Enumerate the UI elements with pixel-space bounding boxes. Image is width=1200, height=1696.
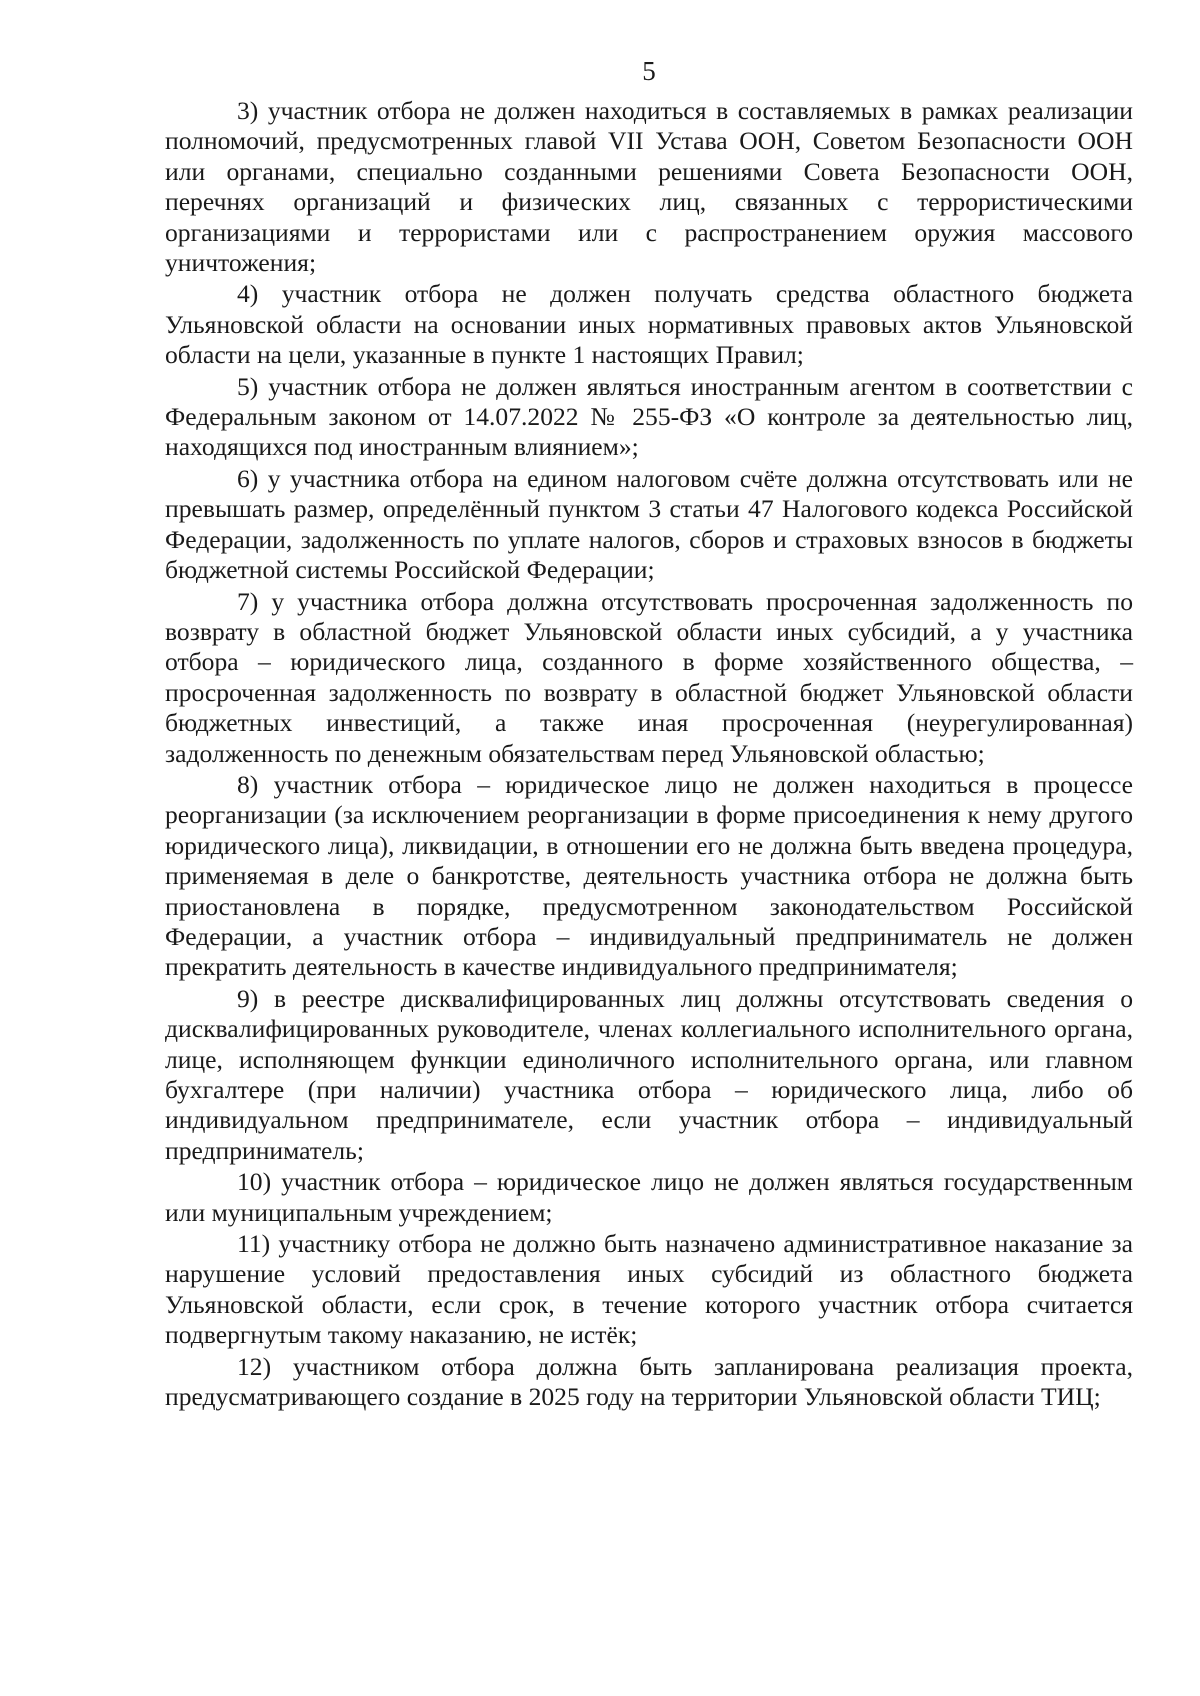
- clause-3: 3) участник отбора не должен находиться в составляемых в рамках реализации полномочий, предусмотренных главой VII Устава ООН, Советом Безопасности ООН или органами, специально созданными решениями Совета Безопасности ООН, перечнях организаций и физических лиц, связанных с террористическими организациями и террористами или с распространением оружия массового уничтожения;: [165, 96, 1133, 278]
- clause-7: 7) у участника отбора должна отсутствовать просроченная задолженность по возврату в областной бюджет Ульяновской области иных субсидий, а у участника отбора – юридического лица, созданного в форме хозяйственного общества, – просроченная задолженность по возврату в областной бюджет Ульяновской области бюджетных инвестиций, а также иная просроченная (неурегулированная) задолженность по денежным обязательствам перед Ульяновской областью;: [165, 586, 1133, 768]
- clause-5: 5) участник отбора не должен являться иностранным агентом в соответствии с Федеральным законом от 14.07.2022 № 255-ФЗ «О контроле за деятельностью лиц, находящихся под иностранным влиянием»;: [165, 371, 1133, 462]
- clause-4: 4) участник отбора не должен получать средства областного бюджета Ульяновской области на основании иных нормативных правовых актов Ульяновской области на цели, указанные в пункте 1 настоящих Правил;: [165, 279, 1133, 370]
- clause-8: 8) участник отбора – юридическое лицо не должен находиться в процессе реорганизации (за исключением реорганизации в форме присоединения к нему другого юридического лица), ликвидации, в отношении его не должна быть введена процедура, применяемая в деле о банкротстве, деятельность участника отбора не должна быть приостановлена в порядке, предусмотренном законодательством Российской Федерации, а участник отбора – индивидуальный предприниматель не должен прекратить деятельность в качестве индивидуального предпринимателя;: [165, 769, 1133, 982]
- clause-10: 10) участник отбора – юридическое лицо не должен являться государственным или муниципальным учреждением;: [165, 1167, 1133, 1227]
- clause-11: 11) участнику отбора не должно быть назначено административное наказание за нарушение условий предоставления иных субсидий из областного бюджета Ульяновской области, если срок, в течение которого участник отбора считается подвергнутым такому наказанию, не истёк;: [165, 1229, 1133, 1350]
- document-page: [165, 56, 1133, 1413]
- clause-12: 12) участником отбора должна быть запланирована реализация проекта, предусматривающего создание в 2025 году на территории Ульяновской области ТИЦ;: [165, 1351, 1133, 1412]
- clause-6: 6) у участника отбора на едином налоговом счёте должна отсутствовать или не превышать размер, определённый пунктом 3 статьи 47 Налогового кодекса Российской Федерации, задолженность по уплате налогов, сборов и страховых взносов в бюджеты бюджетной системы Российской Федерации;: [165, 463, 1133, 585]
- clause-9: 9) в реестре дисквалифицированных лиц должны отсутствовать сведения о дисквалифицированных руководителе, членах коллегиального исполнительного органа, лице, исполняющем функции единоличного исполнительного органа, или главном бухгалтере (при наличии) участника отбора – юридического лица, либо об индивидуальном предпринимателе, если участник отбора – индивидуальный предприниматель;: [165, 983, 1133, 1165]
- page-number: 5: [642, 56, 656, 86]
